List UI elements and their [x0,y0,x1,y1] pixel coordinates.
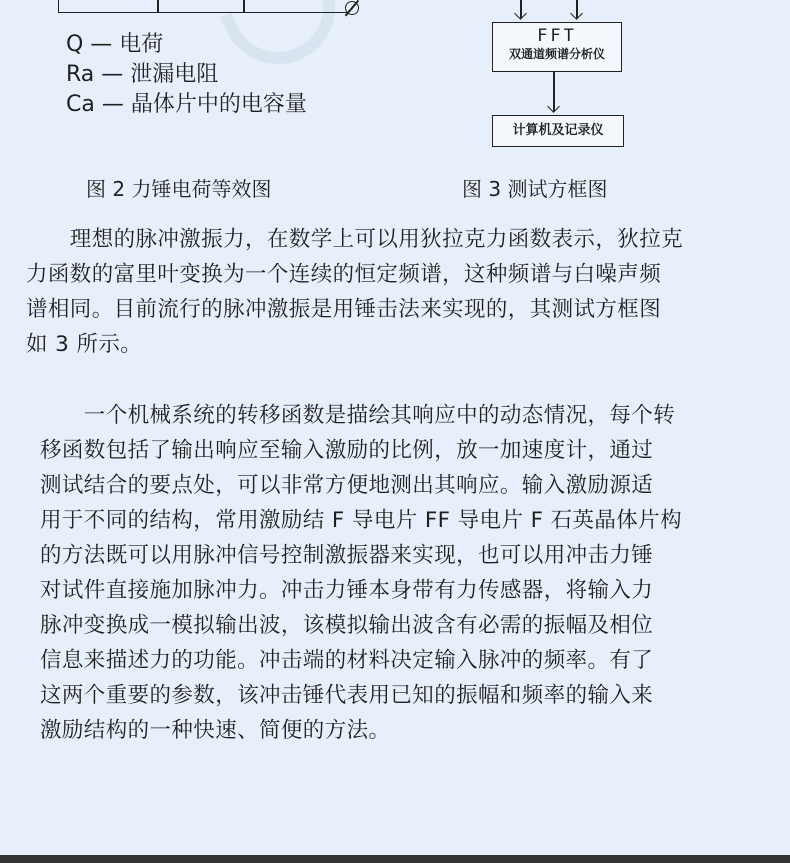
circuit-divider [243,0,245,12]
legend-item-capacitance: Ca — 晶体片中的电容量 [66,92,307,117]
paragraph-line: 如 3 所示。 [26,332,143,357]
arrow-head-icon [570,7,583,20]
paragraph-transfer-function [40,398,766,748]
bottom-divider-bar [0,855,790,863]
computer-recorder-box: 计算机及记录仪 [492,115,624,147]
fft-subtitle: 双通道频谱分析仪 [508,47,605,61]
paragraph-line: 这两个重要的参数，该冲击锤代表用已知的振幅和频率的输入来 [40,683,654,708]
paragraph-line: 信息来描述力的功能。冲击端的材料决定输入脉冲的频率。有了 [40,648,654,673]
figure-3-caption: 图 3 测试方框图 [462,177,608,201]
paragraph-line: 力函数的富里叶变换为一个连续的恒定频谱，这种频谱与白噪声频 [26,262,662,287]
circuit-diagram-fragment [58,0,349,13]
legend-item-leak-resistance: Ra — 泄漏电阻 [66,62,219,87]
fft-title: FFT [537,26,577,46]
paragraph-line: 激励结构的一种快速、简便的方法。 [40,718,391,743]
paragraph-line: 脉冲变换成一模拟输出波，该模拟输出波含有必需的振幅及相位 [40,613,654,638]
paragraph-line: 理想的脉冲激振力，在数学上可以用狄拉克力函数表示，狄拉克 [26,227,684,252]
legend-item-charge: Q — 电荷 [66,32,164,57]
circuit-terminal-icon [345,1,359,15]
paragraph-line: 对试件直接施加脉冲力。冲击力锤本身带有力传感器，将输入力 [40,578,654,603]
arrow-head-icon [514,7,527,20]
paragraph-line: 谱相同。目前流行的脉冲激振是用锤击法来实现的，其测试方框图 [26,297,662,322]
circuit-divider [157,0,159,12]
paragraph-line: 移函数包括了输出响应至输入激励的比例，放一加速度计，通过 [40,438,654,463]
figure-2-caption: 图 2 力锤电荷等效图 [86,177,272,201]
paragraph-line: 用于不同的结构，常用激励结 F 导电片 FF 导电片 F 石英晶体片构 [40,508,682,533]
paragraph-impulse-force [26,222,766,362]
fft-analyzer-box [492,22,622,72]
paragraph-line: 测试结合的要点处，可以非常方便地测出其响应。输入激励源适 [40,473,654,498]
paragraph-line: 一个机械系统的转移函数是描绘其响应中的动态情况，每个转 [40,403,676,428]
paragraph-line: 的方法既可以用脉冲信号控制激振器来实现，也可以用冲击力锤 [40,543,654,568]
arrow-head-icon [547,100,560,113]
